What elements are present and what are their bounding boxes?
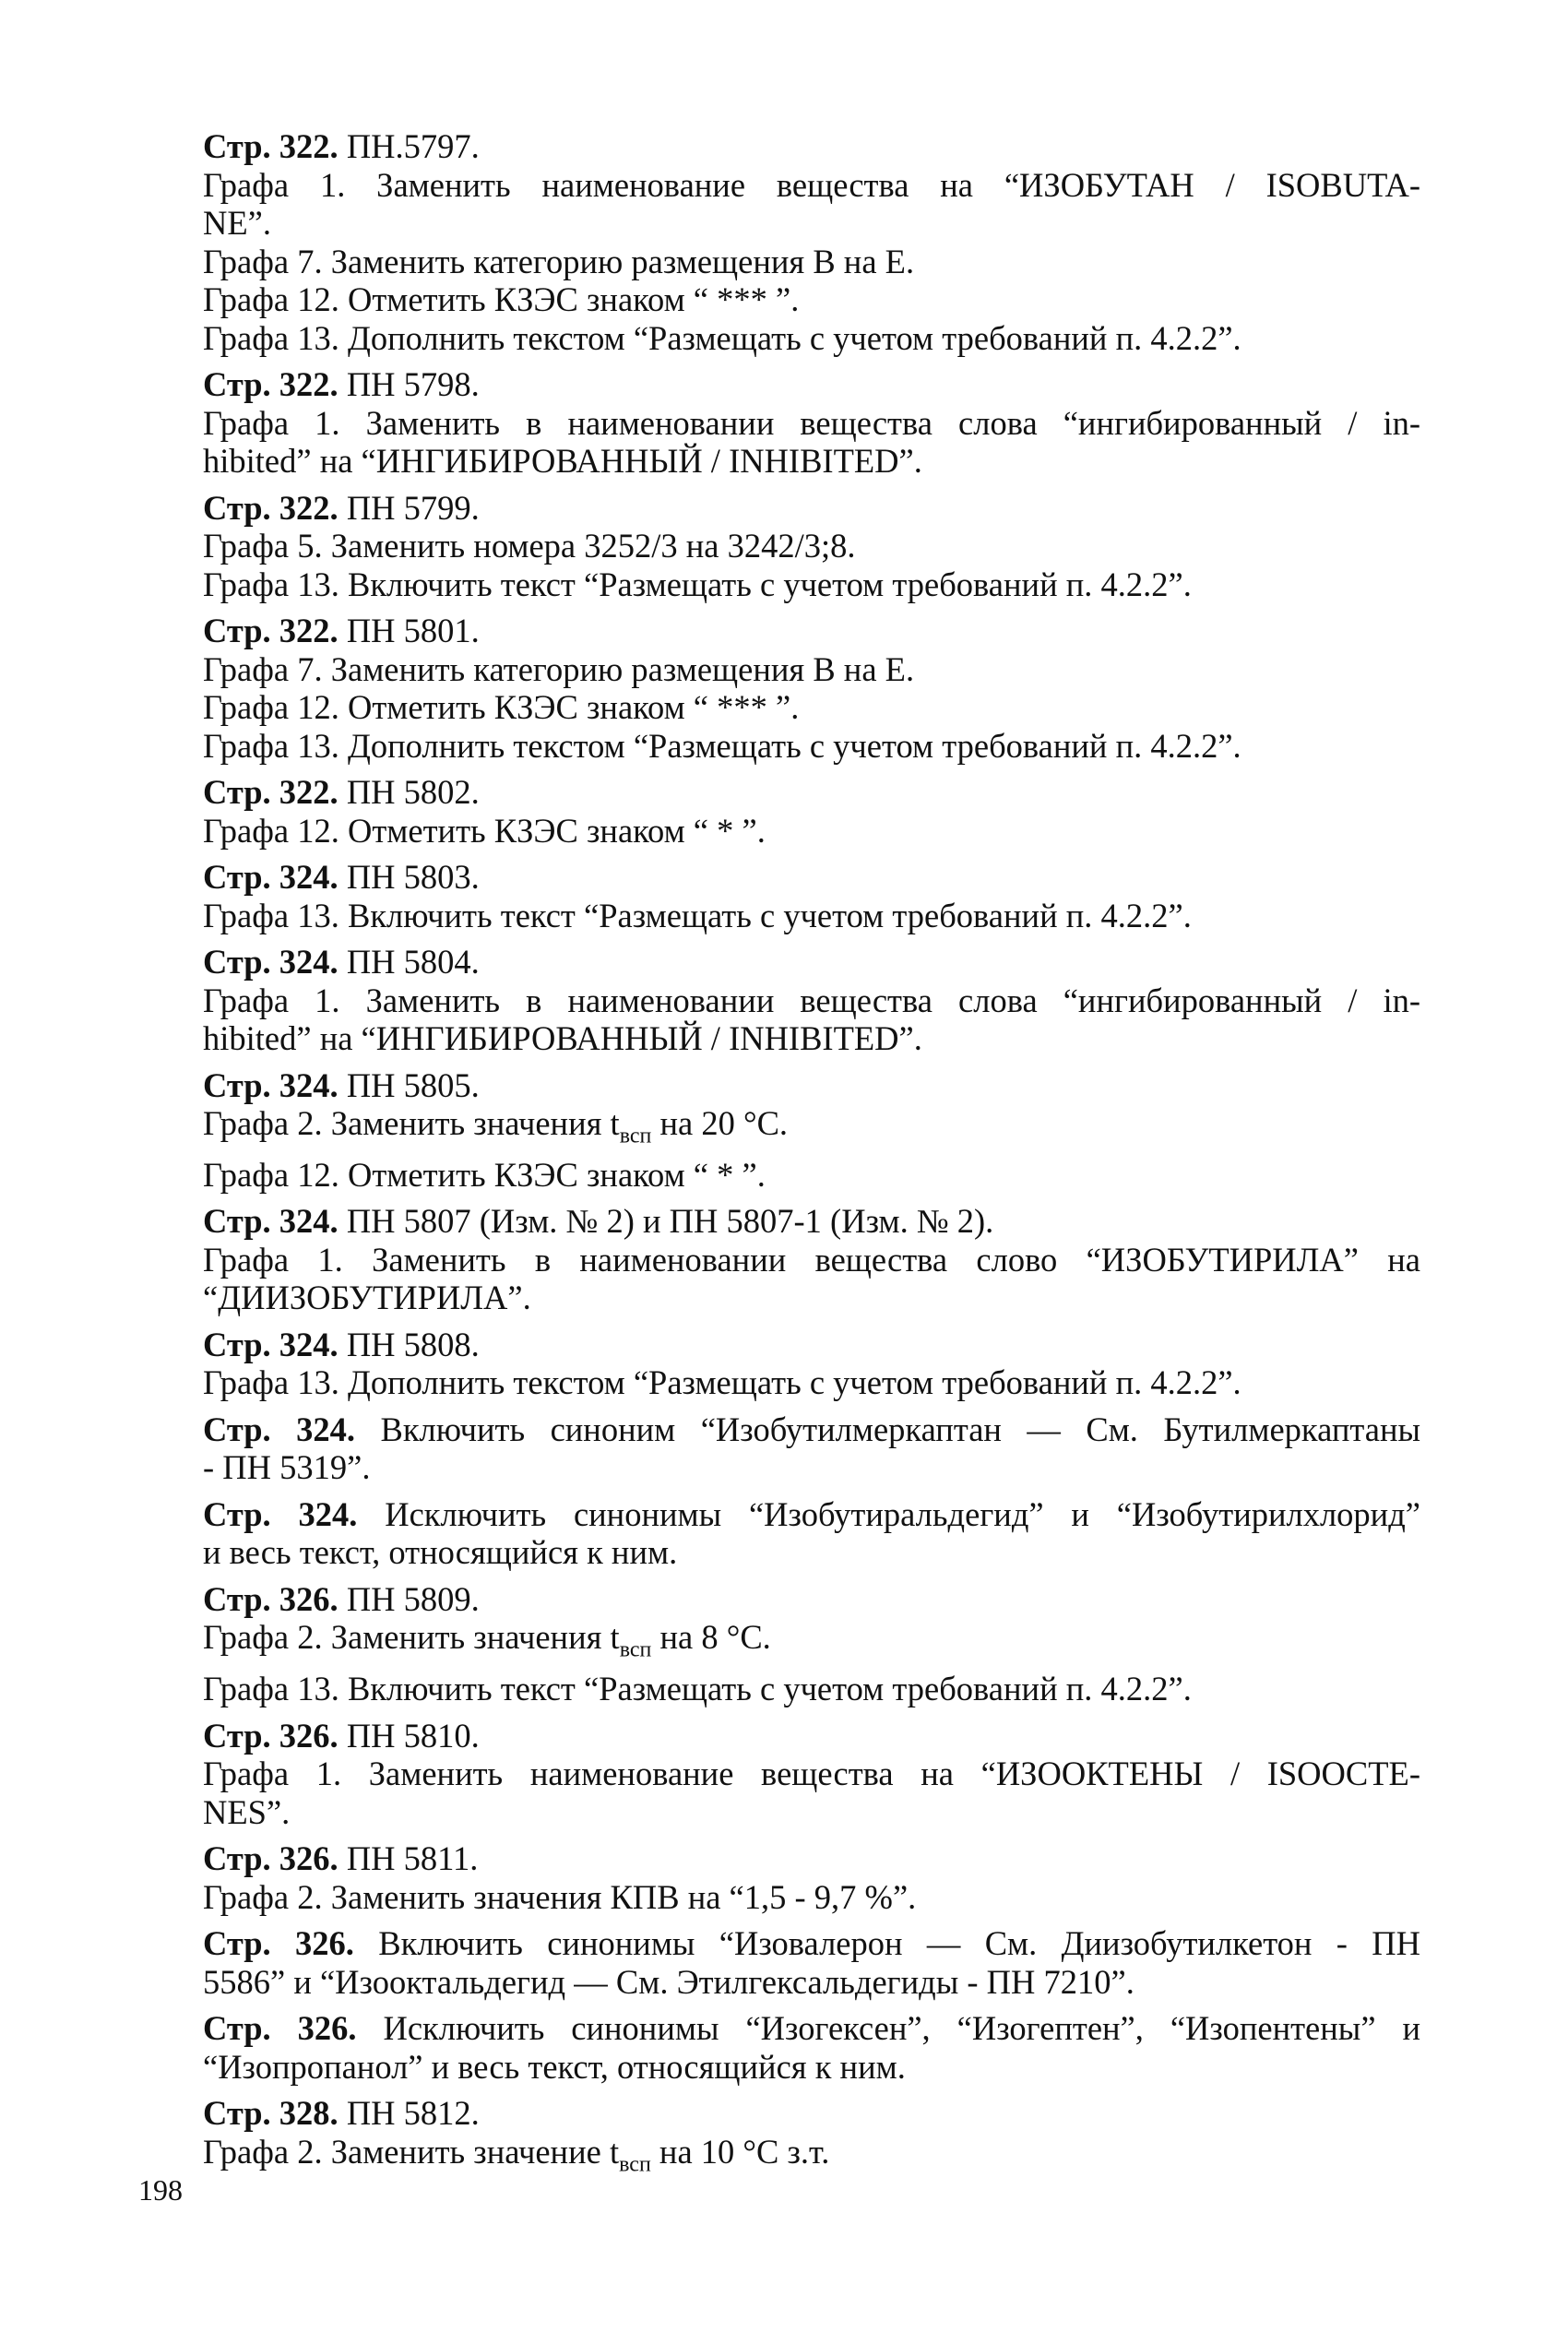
entry-heading-text: Исключить синонимы “Изобутиральдегид” и “Изобутирилхлорид”	[385, 1494, 1420, 1533]
page-reference: Стр. 324.	[203, 1494, 358, 1533]
entry-line: Графа 12. Отметить КЗЭС знаком “ * ”.	[203, 811, 766, 850]
entry-line: Графа 5. Заменить номера 3252/3 на 3242/3;8.	[203, 527, 856, 565]
entry-line: Графа 1. Заменить наименование вещества на “ИЗОБУТАН / ISOBUTA-	[203, 165, 1420, 204]
amendment-entry	[203, 943, 1420, 1058]
amendment-entry	[203, 127, 1420, 357]
entry-heading	[203, 1924, 1420, 1963]
entry-heading	[203, 858, 1420, 897]
amendment-entry	[203, 2009, 1420, 2086]
entry-heading	[203, 365, 1420, 404]
amendment-entry	[203, 1066, 1420, 1195]
amendment-entry	[203, 858, 1420, 934]
entry-heading-text: ПН 5799.	[346, 488, 480, 527]
entry-heading-text: ПН 5798.	[346, 365, 480, 403]
entry-line: Графа 7. Заменить категорию размещения В на Е.	[203, 649, 915, 688]
page-reference: Стр. 324.	[203, 1202, 339, 1241]
entry-line: Графа 2. Заменить значения $t_{всп}$ на 8 °С.	[203, 1618, 771, 1662]
entry-heading-text: ПН 5802.	[346, 773, 480, 811]
entry-line: Графа 2. Заменить значения $t_{всп}$ на 20 °С.	[203, 1104, 789, 1148]
page-reference: Стр. 326.	[203, 1716, 339, 1755]
entry-line: Графа 7. Заменить категорию размещения В на Е.	[203, 242, 915, 280]
entry-line: hibited” на “ИНГИБИРОВАННЫЙ / INHIBITED”.	[203, 442, 922, 480]
amendment-entry	[203, 1580, 1420, 1708]
entry-heading	[203, 2094, 1420, 2133]
entry-heading-text: ПН 5809.	[346, 1579, 480, 1618]
entry-line: и весь текст, относящийся к ним.	[203, 1533, 678, 1572]
amendment-entry	[203, 773, 1420, 850]
entry-line: Графа 1. Заменить в наименовании вещества слова “ингибированный / in-	[203, 981, 1420, 1019]
entry-heading-text: ПН 5805.	[346, 1065, 480, 1104]
amendment-entry	[203, 1495, 1420, 1572]
entry-heading-text: ПН 5801.	[346, 612, 480, 649]
entry-line: hibited” на “ИНГИБИРОВАННЫЙ / INHIBITED”.	[203, 1019, 922, 1057]
entry-line: Графа 13. Дополнить текстом “Размещать с учетом требований п. 4.2.2”.	[203, 726, 1241, 765]
entry-line: “Изопропанол” и весь текст, относящийся к ним.	[203, 2047, 906, 2086]
amendment-entry	[203, 1839, 1420, 1916]
page-reference: Стр. 326.	[203, 1839, 339, 1878]
amendment-entry	[203, 489, 1420, 604]
page-number: 198	[138, 2173, 183, 2207]
entry-line: Графа 13. Включить текст “Размещать с учетом требований п. 4.2.2”.	[203, 1670, 1192, 1708]
entry-heading	[203, 1580, 1420, 1619]
amendment-entry	[203, 1202, 1420, 1317]
entry-heading-text: ПН 5810.	[346, 1716, 480, 1755]
entry-line: Графа 13. Дополнить текстом “Размещать с учетом требований п. 4.2.2”.	[203, 1363, 1241, 1402]
entry-heading	[203, 773, 1420, 812]
entry-heading	[203, 1326, 1420, 1364]
entry-heading-text: ПН 5812.	[346, 2094, 480, 2133]
entry-line: 5586” и “Изооктальдегид — См. Этилгексальдегиды - ПН 7210”.	[203, 1962, 1134, 2001]
page-reference: Стр. 328.	[203, 2094, 339, 2133]
page-reference: Стр. 324.	[203, 1325, 339, 1363]
entry-line: “ДИИЗОБУТИРИЛА”.	[203, 1279, 531, 1317]
entry-line: Графа 13. Дополнить текстом “Размещать с учетом требований п. 4.2.2”.	[203, 318, 1241, 357]
entry-line: Графа 2. Заменить значения КПВ на “1,5 - 9,7 %”.	[203, 1877, 917, 1916]
page-reference: Стр. 324.	[203, 1410, 356, 1448]
entry-heading-text: Исключить синонимы “Изогексен”, “Изогептен”, “Изопентены” и	[383, 2009, 1421, 2048]
subscript-vsp: всп	[619, 1637, 652, 1662]
subscript-vsp: всп	[619, 2151, 651, 2176]
entry-line: - ПН 5319”.	[203, 1448, 371, 1487]
entry-heading	[203, 1839, 1420, 1878]
amendment-entry	[203, 1410, 1420, 1487]
page-reference: Стр. 324.	[203, 858, 339, 896]
amendment-entry	[203, 1326, 1420, 1402]
document-page	[203, 127, 1420, 2192]
page-reference: Стр. 322.	[203, 488, 339, 527]
entry-line: Графа 13. Включить текст “Размещать с учетом требований п. 4.2.2”.	[203, 565, 1192, 603]
subscript-vsp: всп	[619, 1124, 652, 1148]
amendment-entry	[203, 365, 1420, 481]
entry-heading-text: ПН 5808.	[346, 1325, 480, 1363]
entry-heading-text: ПН 5811.	[346, 1839, 479, 1878]
entry-heading	[203, 612, 1420, 650]
entry-heading	[203, 2009, 1420, 2048]
entry-line: Графа 12. Отметить КЗЭС знаком “ *** ”.	[203, 280, 800, 318]
entry-heading-text: Включить синонимы “Изовалерон — См. Диизобутилкетон - ПН	[378, 1924, 1420, 1963]
amendment-entry	[203, 2094, 1420, 2183]
entry-heading	[203, 1202, 1420, 1241]
entry-heading	[203, 489, 1420, 528]
entry-line: Графа 12. Отметить КЗЭС знаком “ *** ”.	[203, 688, 800, 726]
entry-line: Графа 1. Заменить в наименовании вещества слова “ингибированный / in-	[203, 403, 1420, 442]
entry-heading-text: ПН.5797.	[346, 127, 480, 165]
page-reference: Стр. 322.	[203, 127, 339, 165]
page-reference: Стр. 322.	[203, 612, 339, 649]
entry-heading-text: ПН 5807 (Изм. № 2) и ПН 5807-1 (Изм. № 2).	[346, 1202, 994, 1241]
entry-heading	[203, 1066, 1420, 1105]
page-reference: Стр. 326.	[203, 2009, 357, 2048]
entry-heading	[203, 1495, 1420, 1534]
entry-line: NE”.	[203, 204, 271, 242]
entry-heading	[203, 1410, 1420, 1449]
page-reference: Стр. 322.	[203, 773, 339, 811]
entry-heading-text: Включить синоним “Изобутилмеркаптан — См. Бутилмеркаптаны	[380, 1410, 1421, 1448]
entry-line: Графа 1. Заменить наименование вещества на “ИЗООКТЕНЫ / ISOOCTE-	[203, 1755, 1420, 1793]
entry-heading	[203, 1717, 1420, 1755]
amendment-entry	[203, 1924, 1420, 2001]
entry-line: NES”.	[203, 1792, 291, 1831]
amendment-entry	[203, 612, 1420, 765]
entry-heading	[203, 943, 1420, 982]
page-reference: Стр. 326.	[203, 1579, 339, 1618]
entry-line: Графа 1. Заменить в наименовании вещества слово “ИЗОБУТИРИЛА” на	[203, 1240, 1420, 1279]
page-reference: Стр. 324.	[203, 1065, 339, 1104]
entry-line: Графа 13. Включить текст “Размещать с учетом требований п. 4.2.2”.	[203, 896, 1192, 934]
amendment-entry	[203, 1717, 1420, 1832]
entry-heading	[203, 127, 1420, 166]
page-reference: Стр. 322.	[203, 365, 339, 403]
entry-line: Графа 2. Заменить значение $t_{всп}$ на 10 °С з.т.	[203, 2132, 830, 2176]
page-reference: Стр. 326.	[203, 1924, 354, 1963]
entry-heading-text: ПН 5804.	[346, 943, 480, 981]
page-reference: Стр. 324.	[203, 943, 339, 981]
entry-heading-text: ПН 5803.	[346, 858, 480, 896]
entry-line: Графа 12. Отметить КЗЭС знаком “ * ”.	[203, 1155, 766, 1194]
